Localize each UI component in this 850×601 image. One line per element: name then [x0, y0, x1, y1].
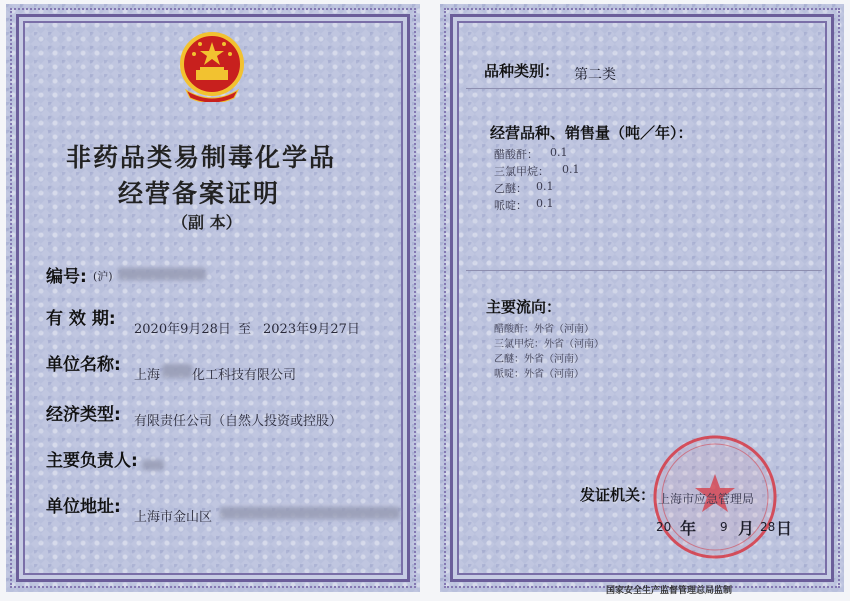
unit-name-label: 单位名称:	[46, 355, 121, 375]
number-prefix: (沪)	[93, 270, 113, 283]
address-redacted	[220, 507, 400, 519]
issue-date-year-word: 年	[680, 519, 697, 538]
variety-qty: 0.1	[536, 180, 554, 193]
certificate-copy-label: （副 本）	[172, 213, 242, 232]
variety-qty: 0.1	[562, 163, 580, 176]
address-prefix: 上海市金山区	[134, 510, 213, 525]
flow-item: 乙醚：外省（河南）	[494, 354, 584, 365]
validity-label: 有 效 期:	[46, 309, 116, 329]
certificate-title-line2: 经营备案证明	[118, 179, 281, 208]
variety-name: 醋酸酐：	[494, 148, 538, 161]
principal-redacted	[142, 460, 164, 470]
validity-to: 2023年9月27日	[263, 322, 360, 337]
unit-name-prefix: 上海	[134, 368, 161, 383]
variety-name: 乙醚：	[494, 182, 527, 195]
variety-qty: 0.1	[550, 146, 568, 159]
issue-date-year: 20	[656, 520, 672, 534]
address-label: 单位地址:	[46, 497, 121, 517]
variety-name: 三氯甲烷：	[494, 165, 549, 178]
flow-item: 三氯甲烷：外省（河南）	[494, 339, 604, 350]
variety-name: 哌啶：	[494, 199, 527, 212]
unit-name-redacted	[162, 364, 192, 378]
flow-item: 哌啶：外省（河南）	[494, 369, 584, 380]
divider	[466, 88, 822, 89]
footer-issuer-note: 国家安全生产监督管理总局监制	[606, 586, 733, 596]
unit-name-suffix: 化工科技有限公司	[192, 368, 297, 383]
divider	[466, 270, 822, 271]
flow-label: 主要流向：	[486, 298, 562, 316]
validity-to-word: 至	[238, 322, 252, 337]
category-value: 第二类	[574, 67, 616, 83]
varieties-label: 经营品种、销售量（吨／年）：	[490, 124, 693, 142]
issue-date-month-word: 月	[738, 519, 755, 538]
economic-type-label: 经济类型:	[46, 405, 121, 425]
issue-date-month: 9	[720, 520, 728, 534]
validity-from: 2020年9月28日	[134, 322, 231, 337]
category-label: 品种类别：	[484, 62, 560, 80]
variety-qty: 0.1	[536, 197, 554, 210]
flow-item: 醋酸酐：外省（河南）	[494, 324, 594, 335]
certificate-title-line1: 非药品类易制毒化学品	[66, 143, 337, 172]
national-emblem-icon	[178, 30, 246, 102]
number-redacted	[118, 268, 206, 280]
issue-date-day: 28	[760, 520, 776, 534]
economic-type-value: 有限责任公司（自然人投资或控股）	[134, 414, 343, 429]
number-label: 编号:	[46, 267, 87, 287]
issuer-label: 发证机关：	[580, 486, 656, 504]
issue-date-day-word: 日	[776, 519, 793, 538]
principal-label: 主要负责人:	[46, 451, 138, 471]
issuer-value: 上海市应急管理局	[658, 492, 755, 506]
